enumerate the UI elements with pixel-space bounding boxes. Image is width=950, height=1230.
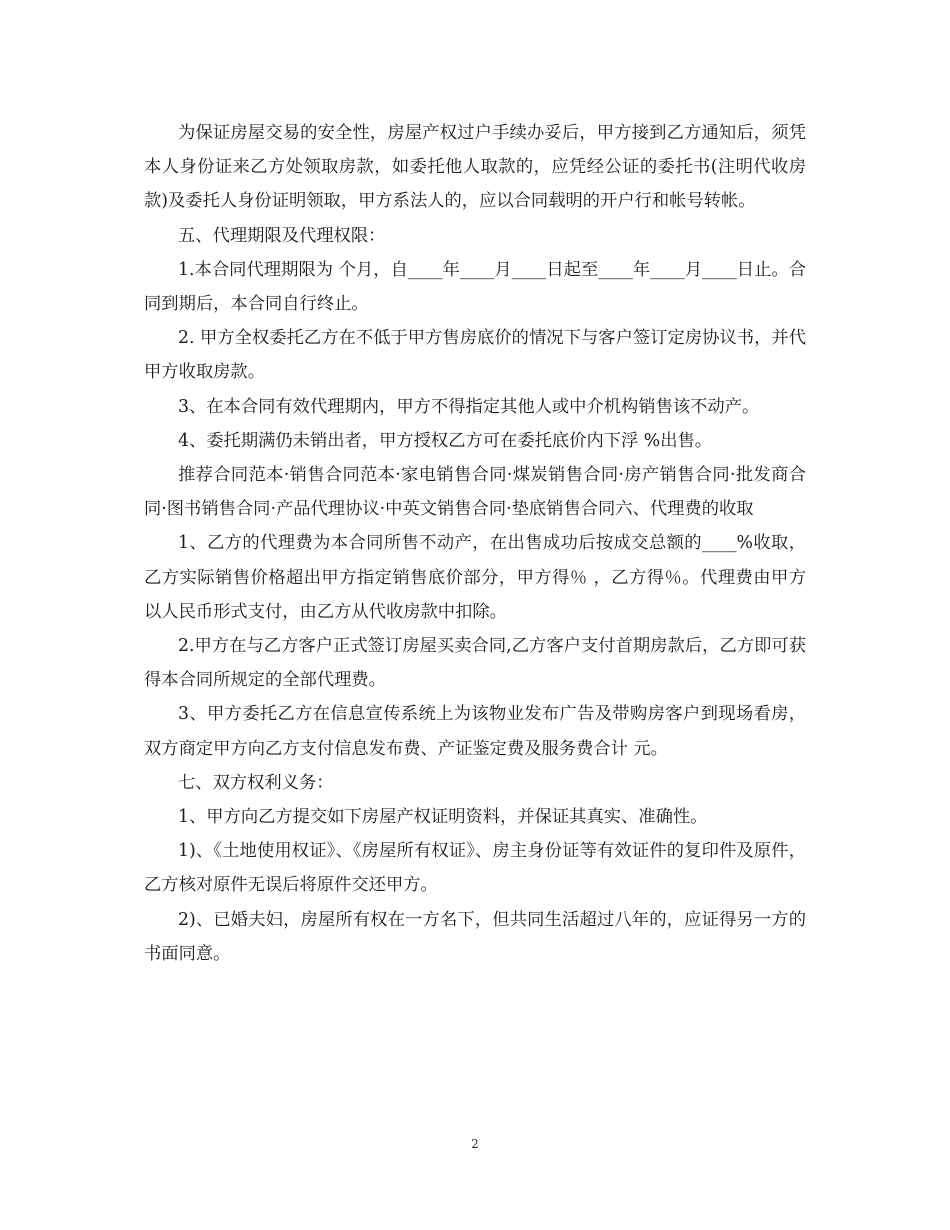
document-body (144, 116, 806, 971)
paragraph-fee-timing: 2.甲方在与乙方客户正式签订房屋买卖合同,乙方客户支付首期房款后，乙方即可获得本合同所规定的全部代理费。 (144, 636, 806, 691)
heading-rights-obligations: 七、双方权利义务： (178, 772, 334, 793)
paragraph-term-period: 1.本合同代理期限为 个月，自____年____月____日起至____年____月____日止。合同到期后，本合同自行终止。 (144, 259, 806, 315)
paragraph-price-float: 4、委托期满仍未销出者，甲方授权乙方可在委托底价内下浮 %出售。 (178, 430, 713, 451)
paragraph-advertising-fee: 3、甲方委托乙方在信息宣传系统上为该物业发布广告及带购房客户到现场看房，双方商定甲方向乙方支付信息发布费、产证鉴定费及服务费合计 元。 (144, 704, 806, 759)
paragraph-exclusive-agency: 3、在本合同有效代理期内，甲方不得指定其他人或中介机构销售该不动产。 (178, 396, 760, 417)
paragraph-agency-fee: 1、乙方的代理费为本合同所售不动产，在出售成功后按成交总额的____%收取，乙方实际销售价格超出甲方指定销售底价部分，甲方得％ ，乙方得％。代理费由甲方以人民币形式支付，由乙方从代收房款中扣除。 (144, 533, 806, 622)
heading-agency-term: 五、代理期限及代理权限： (178, 225, 386, 246)
page-number: 2 (471, 1137, 479, 1151)
paragraph-full-authorization: 2. 甲方全权委托乙方在不低于甲方售房底价的情况下与客户签订定房协议书，并代甲方收取房款。 (144, 328, 806, 383)
paragraph-recommended-links: 推荐合同范本·销售合同范本·家电销售合同·煤炭销售合同·房产销售合同·批发商合同·图书销售合同·产品代理协议·中英文销售合同·垫底销售合同六、代理费的收取 (144, 465, 806, 520)
paragraph-certificates: 1)、《土地使用权证》、《房屋所有权证》、房主身份证等有效证件的复印件及原件，乙方核对原件无误后将原件交还甲方。 (144, 841, 806, 896)
paragraph-spouse-consent: 2)、已婚夫妇，房屋所有权在一方名下，但共同生活超过八年的，应证得另一方的书面同意。 (144, 909, 806, 964)
paragraph-submit-documents: 1、甲方向乙方提交如下房屋产权证明资料，并保证其真实、准确性。 (178, 807, 708, 828)
paragraph-payment-collection: 为保证房屋交易的安全性，房屋产权过户手续办妥后，甲方接到乙方通知后，须凭本人身份证来乙方处领取房款，如委托他人取款的，应凭经公证的委托书(注明代收房款)及委托人身份证明领取，甲方系法人的，应以合同载明的开户行和帐号转帐。 (144, 123, 806, 212)
